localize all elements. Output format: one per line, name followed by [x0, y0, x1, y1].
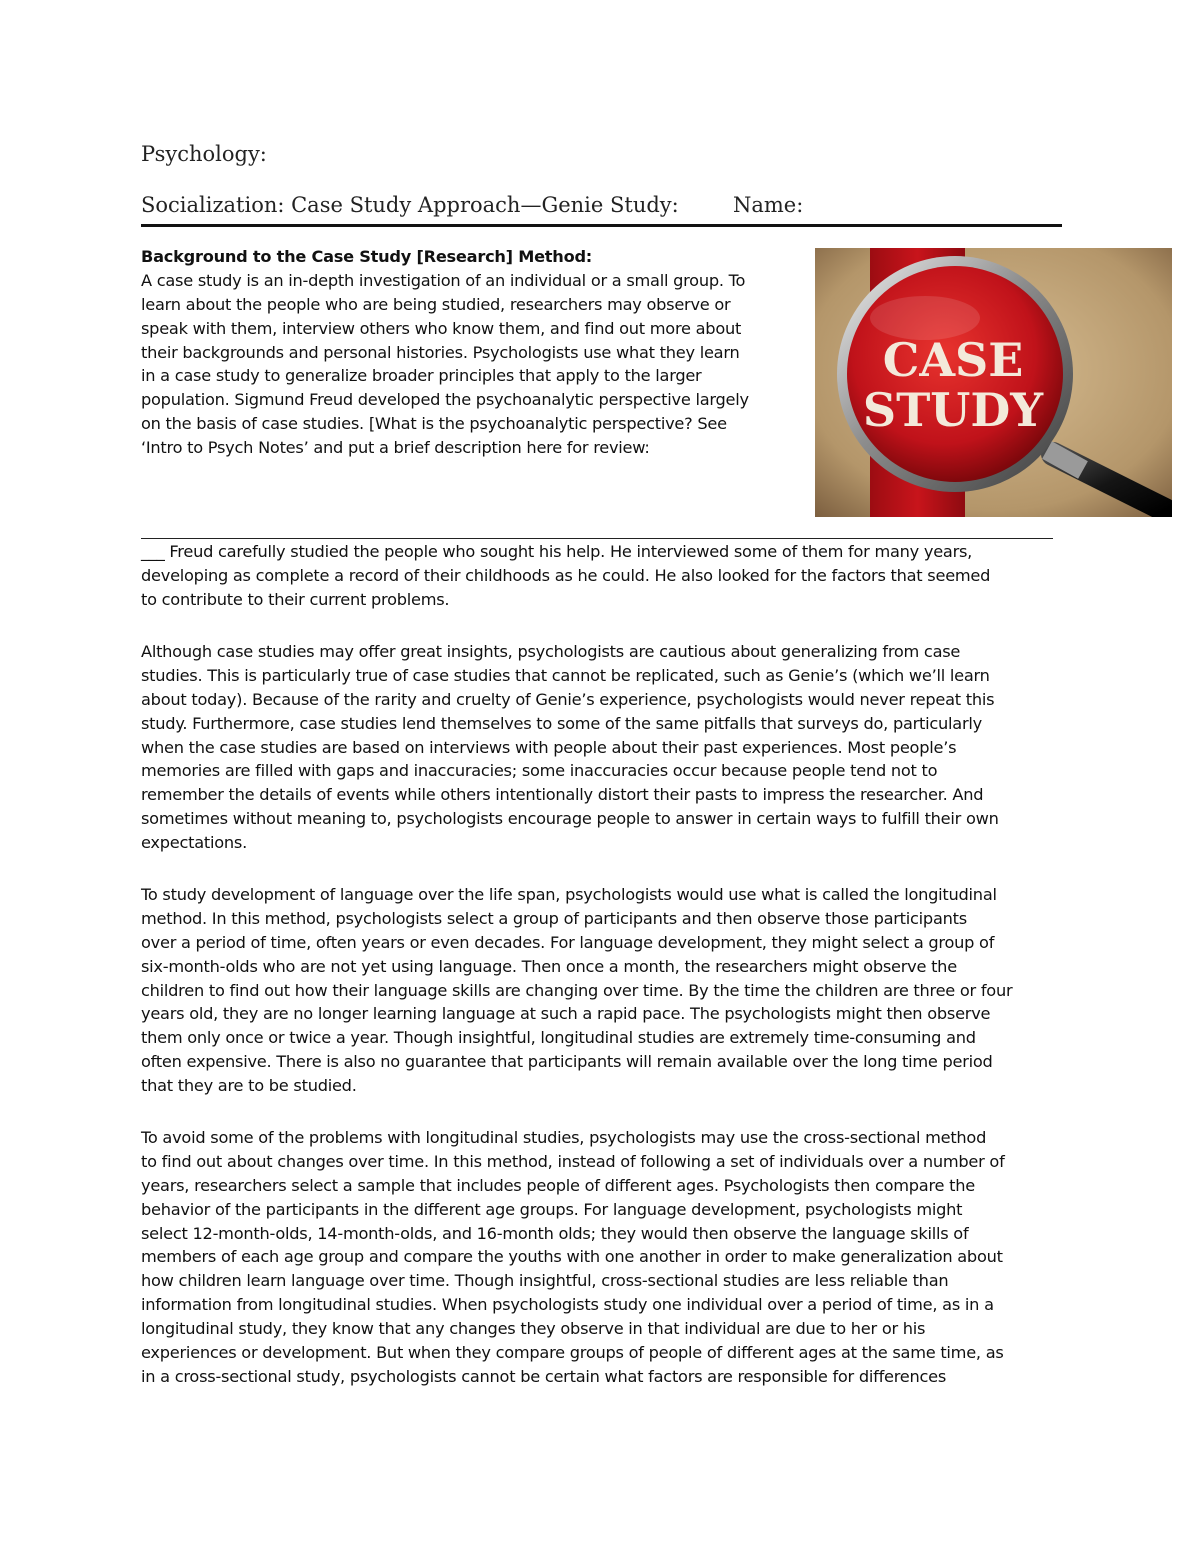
- background-section: [141, 245, 801, 460]
- text-line: population. Sigmund Freud developed the psychoanalytic perspective largely: [141, 390, 749, 410]
- text-line: how children learn language over time. Though insightful, cross-sectional studies are less reliable than: [141, 1271, 949, 1291]
- text-line: in a case study to generalize broader principles that apply to the larger: [141, 366, 702, 386]
- text-line: study. Furthermore, case studies lend themselves to some of the same pitfalls that surveys do, particularly: [141, 713, 982, 733]
- text-line: speak with them, interview others who know them, and find out more about: [141, 318, 742, 338]
- case-caption: CASE: [882, 333, 1024, 387]
- text-line: Although case studies may offer great insights, psychologists are cautious about generalizing from case: [141, 642, 961, 661]
- text-line: longitudinal study, they know that any changes they observe in that individual are due to her or his: [141, 1319, 926, 1339]
- text-line: remember the details of events while others intentionally distort their pasts to impress the researcher. And: [141, 785, 984, 805]
- text-line: six-month-olds who are not yet using language. Then once a month, the researchers might observe the: [141, 956, 957, 976]
- text-line: that they are to be studied.: [141, 1076, 357, 1096]
- text-line: when the case studies are based on interviews with people about their past experiences. Most people’s: [141, 737, 957, 757]
- text-line: children to find out how their language skills are changing over time. By the time the children are three or four: [141, 980, 1013, 1000]
- text-line: behavior of the participants in the different age groups. For language development, psychologists might: [141, 1199, 963, 1219]
- text-line: sometimes without meaning to, psychologists encourage people to answer in certain ways to fulfill their own: [141, 809, 999, 829]
- text-line: method. In this method, psychologists select a group of participants and then observe those participants: [141, 908, 967, 928]
- text-line: developing as complete a record of their childhoods as he could. He also looked for the factors that seemed: [141, 565, 991, 585]
- paragraph-caution: [141, 640, 1061, 855]
- text-line: years old, they are no longer learning language at such a rapid pace. The psychologists might then observe: [141, 1004, 991, 1024]
- text-line: on the basis of case studies. [What is the psychoanalytic perspective? See: [141, 414, 727, 434]
- subject-heading: Psychology:: [141, 142, 267, 166]
- text-line: studies. This is particularly true of case studies that cannot be replicated, such as Genie’s (which we’ll learn: [141, 665, 990, 685]
- study-caption: STUDY: [862, 383, 1044, 437]
- text-line: their backgrounds and personal histories. Psychologists use what they learn: [141, 342, 740, 362]
- text-line: information from longitudinal studies. When psychologists study one individual over a period of time, as in a: [141, 1295, 994, 1315]
- text-line: learn about the people who are being studied, researchers may observe or: [141, 294, 731, 314]
- text-line: ‘Intro to Psych Notes’ and put a brief description here for review:: [141, 438, 650, 458]
- name-label: Name:: [733, 193, 804, 217]
- text-line: experiences or development. But when they compare groups of people of different ages at the same time, as: [141, 1343, 1004, 1363]
- worksheet-title: Socialization: Case Study Approach—Genie Study:: [141, 193, 679, 217]
- text-line: To study development of language over the life span, psychologists would use what is called the longitudinal: [141, 885, 997, 904]
- magnifying-glass-icon: [815, 248, 1172, 517]
- worksheet-title-bar: [141, 193, 1062, 227]
- text-line: years, researchers select a sample that includes people of different ages. Psychologists then compare the: [141, 1175, 975, 1195]
- text-line: over a period of time, often years or even decades. For language development, they might select a group of: [141, 932, 995, 952]
- section-title: Background to the Case Study [Research] Method:: [141, 247, 593, 266]
- text-line: to find out about changes over time. In this method, instead of following a set of individuals over a number of: [141, 1151, 1005, 1171]
- text-line: members of each age group and compare the youths with one another in order to make generalization about: [141, 1247, 1003, 1267]
- text-line: about today). Because of the rarity and cruelty of Genie’s experience, psychologists would never repeat this: [141, 689, 995, 709]
- text-line: To avoid some of the problems with longitudinal studies, psychologists may use the cross-sectional method: [141, 1128, 987, 1147]
- paragraph-longitudinal: [141, 883, 1061, 1098]
- paragraph-freud: [141, 540, 1061, 612]
- answer-blank-line[interactable]: [141, 521, 1053, 539]
- text-line: select 12-month-olds, 14-month-olds, and 16-month olds; they would then observe the language skills of: [141, 1223, 969, 1243]
- text-line: ___ Freud carefully studied the people who sought his help. He interviewed some of them for many years,: [141, 542, 973, 561]
- text-line: to contribute to their current problems.: [141, 589, 450, 609]
- text-line: A case study is an in-depth investigation of an individual or a small group. To: [141, 270, 746, 290]
- text-line: in a cross-sectional study, psychologists cannot be certain what factors are responsible for differences: [141, 1366, 947, 1386]
- paragraph-cross-sectional: [141, 1126, 1061, 1389]
- text-line: memories are filled with gaps and inaccuracies; some inaccuracies occur because people tend not to: [141, 761, 938, 781]
- text-line: often expensive. There is also no guarantee that participants will remain available over the long time period: [141, 1052, 993, 1072]
- text-line: expectations.: [141, 833, 247, 853]
- case-study-image: [815, 248, 1172, 517]
- text-line: them only once or twice a year. Though insightful, longitudinal studies are extremely time-consuming and: [141, 1028, 976, 1048]
